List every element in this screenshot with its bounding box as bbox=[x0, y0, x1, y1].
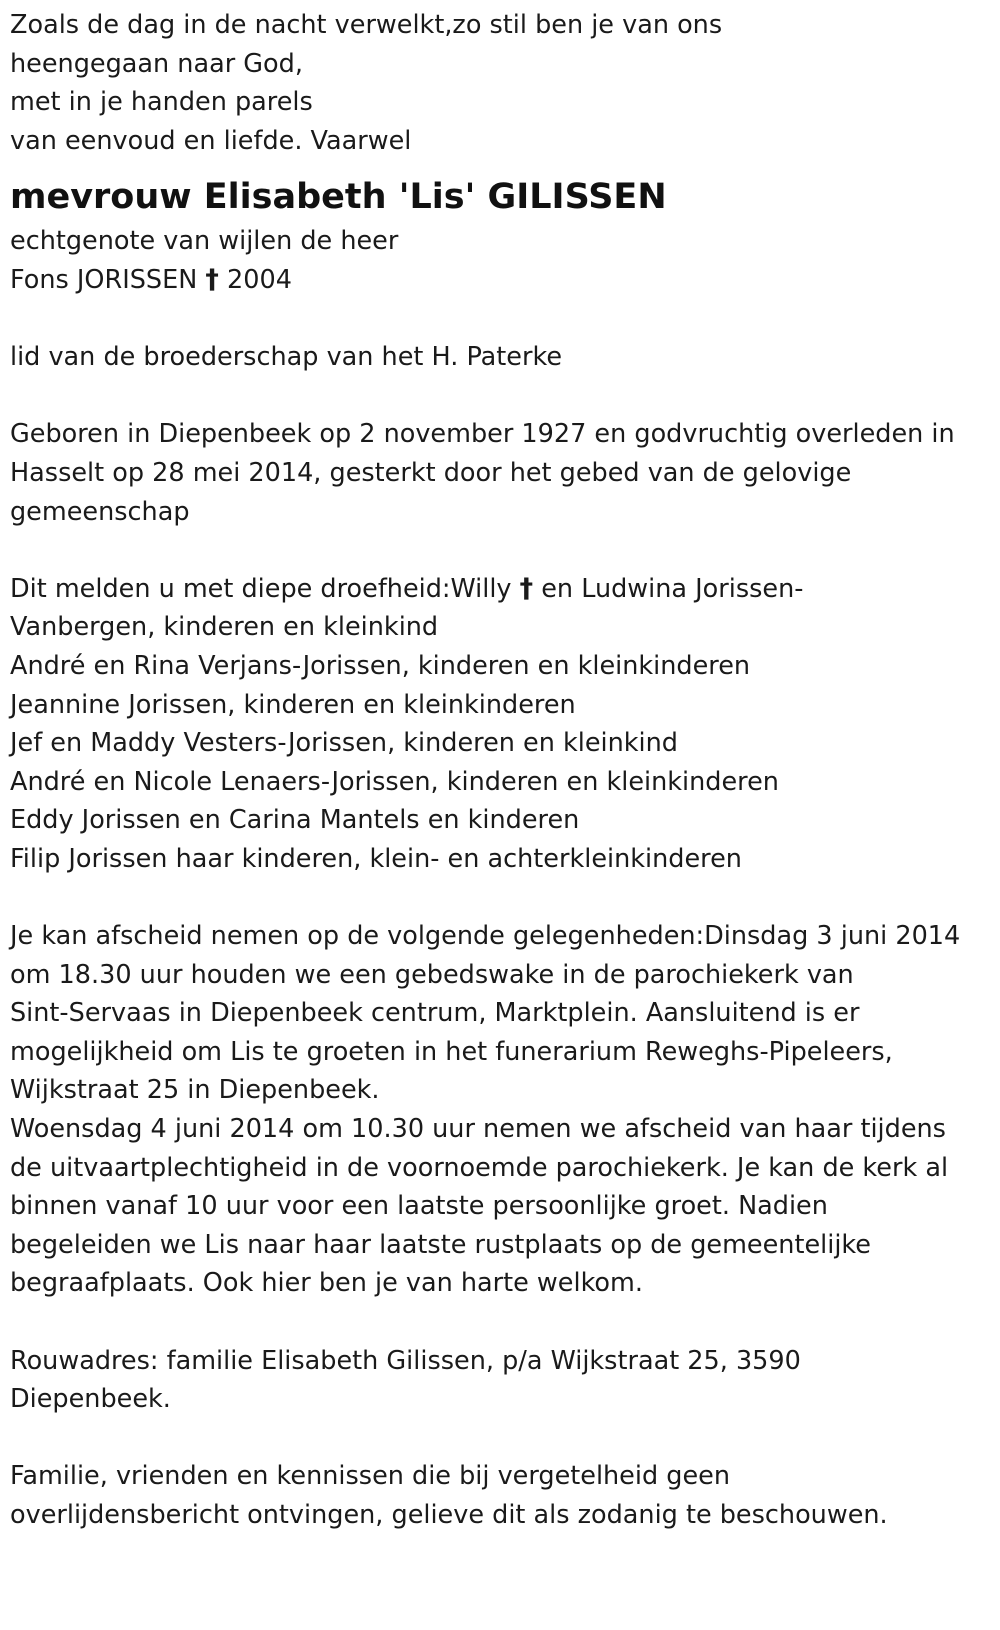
spouse-intro: echtgenote van wijlen de heer bbox=[10, 226, 399, 257]
closing-note bbox=[10, 1457, 990, 1534]
family-line: André en Rina Verjans-Jorissen, kinderen en kleinkinderen bbox=[10, 650, 751, 681]
family-line: André en Nicole Lenaers-Jorissen, kinderen en kleinkinderen bbox=[10, 766, 779, 797]
paragraph-line: om 18.30 uur houden we een gebedswake in de parochiekerk van bbox=[10, 959, 854, 990]
paragraph-line: Diepenbeek. bbox=[10, 1384, 171, 1415]
deceased-name: mevrouw Elisabeth 'Lis' GILISSEN bbox=[10, 177, 667, 218]
paragraph-line: Je kan afscheid nemen op de volgende gelegenheden:Dinsdag 3 juni 2014 bbox=[10, 921, 961, 952]
spouse-info bbox=[10, 222, 990, 299]
paragraph-line: begraafplaats. Ook hier ben je van harte welkom. bbox=[10, 1268, 643, 1299]
farewell-paragraph bbox=[10, 917, 990, 1303]
paragraph-line: Sint-Servaas in Diepenbeek centrum, Marktplein. Aansluitend is er bbox=[10, 998, 860, 1029]
paragraph-line: Hasselt op 28 mei 2014, gesterkt door het gebed van de gelovige bbox=[10, 457, 852, 488]
poem bbox=[10, 6, 990, 160]
family-line: Jeannine Jorissen, kinderen en kleinkinderen bbox=[10, 689, 576, 720]
family-list bbox=[10, 570, 990, 879]
spouse-name: Fons JORISSEN bbox=[10, 264, 198, 295]
paragraph-line: Geboren in Diepenbeek op 2 november 1927 en godvruchtig overleden in bbox=[10, 419, 955, 450]
paragraph-line: de uitvaartplechtigheid in de voornoemde parochiekerk. Je kan de kerk al bbox=[10, 1152, 949, 1183]
family-line: Eddy Jorissen en Carina Mantels en kinderen bbox=[10, 805, 580, 836]
membership: lid van de broederschap van het H. Paterke bbox=[10, 342, 563, 373]
paragraph-line: overlijdensbericht ontvingen, gelieve dit als zodanig te beschouwen. bbox=[10, 1499, 888, 1530]
family-intro-text-continued: en Ludwina Jorissen- bbox=[541, 573, 804, 604]
family-intro-text: Dit melden u met diepe droefheid:Willy bbox=[10, 573, 512, 604]
paragraph-line: Rouwadres: familie Elisabeth Gilissen, p/a Wijkstraat 25, 3590 bbox=[10, 1345, 801, 1376]
family-line: Filip Jorissen haar kinderen, klein- en achterkleinkinderen bbox=[10, 843, 742, 874]
paragraph-line: mogelijkheid om Lis te groeten in het funerarium Reweghs-Pipeleers, bbox=[10, 1036, 893, 1067]
family-intro bbox=[10, 570, 990, 609]
spouse-line bbox=[10, 261, 990, 300]
paragraph-line: gemeenschap bbox=[10, 496, 190, 527]
family-line: Vanbergen, kinderen en kleinkind bbox=[10, 612, 439, 643]
paragraph-line: begeleiden we Lis naar haar laatste rustplaats op de gemeentelijke bbox=[10, 1229, 871, 1260]
cross-icon: † bbox=[205, 263, 219, 295]
paragraph-line: binnen vanaf 10 uur voor een laatste persoonlijke groet. Nadien bbox=[10, 1191, 828, 1222]
mourning-address bbox=[10, 1342, 990, 1419]
cross-icon: † bbox=[519, 572, 534, 604]
family-line: Jef en Maddy Vesters-Jorissen, kinderen en kleinkind bbox=[10, 728, 678, 759]
paragraph-line: Wijkstraat 25 in Diepenbeek. bbox=[10, 1075, 380, 1106]
spouse-year: 2004 bbox=[227, 264, 292, 295]
poem-line: heengegaan naar God, bbox=[10, 48, 303, 79]
obituary-document bbox=[10, 0, 990, 1535]
poem-line: Zoals de dag in de nacht verwelkt,zo stil ben je van ons bbox=[10, 10, 723, 40]
birth-death-paragraph bbox=[10, 415, 990, 531]
poem-line: van eenvoud en liefde. Vaarwel bbox=[10, 125, 412, 156]
poem-line: met in je handen parels bbox=[10, 87, 313, 118]
paragraph-line: Familie, vrienden en kennissen die bij vergetelheid geen bbox=[10, 1461, 730, 1492]
paragraph-line: Woensdag 4 juni 2014 om 10.30 uur nemen we afscheid van haar tijdens bbox=[10, 1114, 946, 1145]
